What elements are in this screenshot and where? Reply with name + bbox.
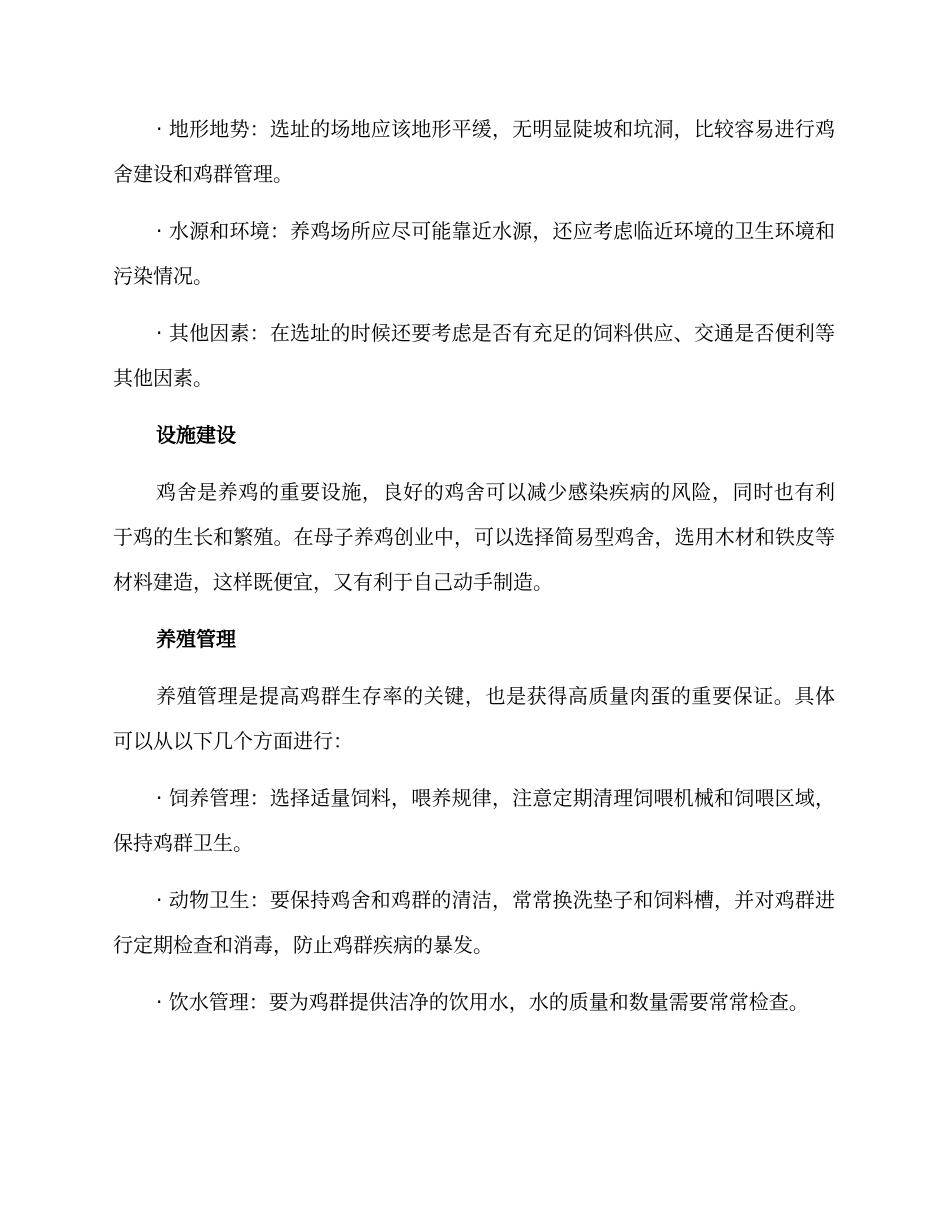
paragraph-management-intro: 养殖管理是提高鸡群生存率的关键，也是获得高质量肉蛋的重要保证。具体可以从以下几个方面进行： [113, 684, 835, 753]
bullet-water-environment: · 水源和环境：养鸡场所应尽可能靠近水源，还应考虑临近环境的卫生环境和污染情况。 [113, 219, 835, 288]
bullet-drinking-water: · 饮水管理：要为鸡群提供洁净的饮用水，水的质量和数量需要常常检查。 [156, 990, 809, 1014]
section-heading-facilities: 设施建设 [156, 423, 236, 447]
bullet-feeding: · 饲养管理：选择适量饲料，喂养规律，注意定期清理饲喂机械和饲喂区域，保持鸡群卫生。 [113, 786, 835, 855]
paragraph-facilities: 鸡舍是养鸡的重要设施，良好的鸡舍可以减少感染疾病的风险，同时也有利于鸡的生长和繁殖。在母子养鸡创业中，可以选择简易型鸡舍，选用木材和铁皮等材料建造，这样既便宜，又有利于自己动手制造。 [113, 480, 835, 594]
bullet-hygiene: · 动物卫生：要保持鸡舍和鸡群的清洁，常常换洗垫子和饲料槽，并对鸡群进行定期检查和消毒，防止鸡群疾病的暴发。 [113, 888, 835, 957]
bullet-terrain: · 地形地势：选址的场地应该地形平缓，无明显陡坡和坑洞，比较容易进行鸡舍建设和鸡群管理。 [113, 117, 835, 186]
bullet-other-factors: · 其他因素：在选址的时候还要考虑是否有充足的饲料供应、交通是否便利等其他因素。 [113, 321, 835, 390]
document-page [113, 107, 835, 1037]
section-heading-management: 养殖管理 [156, 627, 236, 651]
